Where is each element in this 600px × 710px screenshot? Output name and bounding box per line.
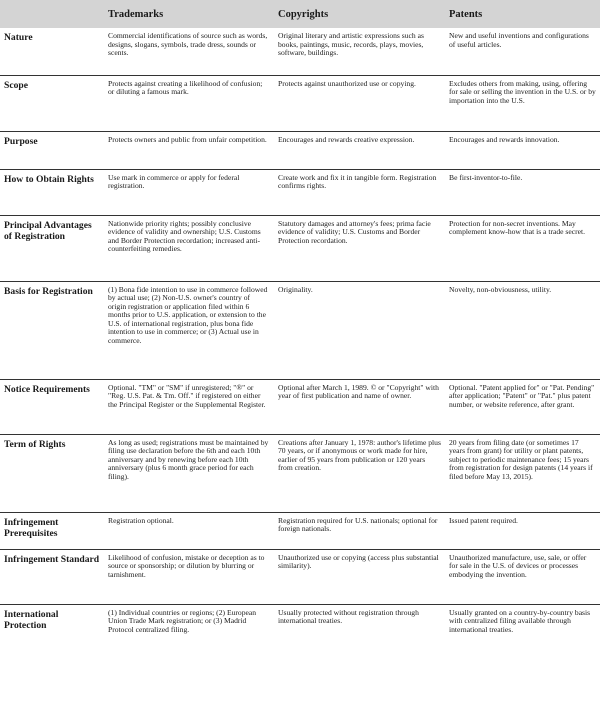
- table-row: [0, 75, 600, 131]
- cell-trademarks: (1) Bona fide intention to use in commerce followed by actual use; (2) Non-U.S. owner's country of origin registration or application filed within 6 months prior to U.S. application, or extension to the U.S. of international registration, plus bona fide intention to use in commerce; or (3) Actual use in commerce.: [104, 281, 274, 379]
- cell-copyrights: Encourages and rewards creative expression.: [274, 131, 445, 169]
- cell-patents: Issued patent required.: [445, 512, 600, 549]
- cell-trademarks: Protects against creating a likelihood of confusion; or diluting a famous mark.: [104, 75, 274, 131]
- row-label: Purpose: [0, 131, 104, 169]
- row-label: How to Obtain Rights: [0, 169, 104, 215]
- cell-patents: Optional. "Patent applied for" or "Pat. Pending" after application; "Patent" or "Pat." plus patent number, or website reference, after grant.: [445, 379, 600, 434]
- cell-copyrights: Usually protected without registration through international treaties.: [274, 604, 445, 655]
- cell-patents: New and useful inventions and configurations of useful articles.: [449, 31, 589, 49]
- table-row: [0, 131, 600, 169]
- cell-trademarks: As long as used; registrations must be maintained by filing use declaration before the 6th and each 10th anniversary and by renewing before each 10th anniversary (plus 6 month grace period for each filing).: [104, 434, 274, 512]
- table-row: [0, 512, 600, 549]
- cell-trademarks: Protects owners and public from unfair competition.: [104, 131, 274, 169]
- cell-patents: 20 years from filing date (or sometimes 17 years from grant) for utility or plant patents, subject to periodic maintenance fees; 15 years from registration for design patents (14 years if filed before May 13, 2015).: [445, 434, 600, 512]
- cell-copyrights: Creations after January 1, 1978: author's lifetime plus 70 years, or if anonymous or work made for hire, earlier of 95 years from publication or 120 years from creation.: [274, 434, 445, 512]
- header-patents: Patents: [445, 0, 600, 28]
- table-row: [0, 169, 600, 215]
- cell-patents: Unauthorized manufacture, use, sale, or offer for sale in the U.S. of devices or processes embodying the invention.: [445, 549, 600, 604]
- row-label: Scope: [0, 75, 104, 131]
- row-label: Term of Rights: [0, 434, 104, 512]
- table-row: [0, 281, 600, 379]
- cell-trademarks: Nationwide priority rights; possibly conclusive evidence of validity and ownership; U.S. Customs and Border Protection recordation; increased anti-counterfeiting remedies.: [104, 215, 274, 281]
- cell-patents: Protection for non-secret inventions. May complement know-how that is a trade secret.: [445, 215, 600, 281]
- cell-copyrights: Optional after March 1, 1989. © or "Copyright" with year of first publication and name of owner.: [274, 379, 445, 434]
- cell-patents: Encourages and rewards innovation.: [445, 131, 600, 169]
- cell-trademarks: Commercial identifications of source such as words, designs, slogans, symbols, trade dress, sounds or scents.: [108, 31, 268, 57]
- header-row: [0, 0, 600, 28]
- row-label: Principal Advantages of Registration: [0, 215, 104, 281]
- table-row: [0, 604, 600, 655]
- table-row: [0, 28, 600, 75]
- cell-trademarks: Registration optional.: [104, 512, 274, 549]
- cell-patents: Excludes others from making, using, offering for sale or selling the invention in the U.S. or by importation into the U.S.: [445, 75, 600, 131]
- cell-copyrights: Registration required for U.S. nationals; optional for foreign nationals.: [274, 512, 445, 549]
- cell-copyrights: Original literary and artistic expressions such as books, paintings, music, records, plays, movies, software, buildings.: [278, 31, 424, 57]
- cell-copyrights: Originality.: [274, 281, 445, 379]
- cell-copyrights: Statutory damages and attorney's fees; prima facie evidence of validity; U.S. Customs and Border Protection recordation.: [274, 215, 445, 281]
- row-label: International Protection: [0, 604, 104, 655]
- cell-patents: Usually granted on a country-by-country basis with centralized filing available through international treaties.: [445, 604, 600, 655]
- cell-patents: Be first-inventor-to-file.: [445, 169, 600, 215]
- table-row: [0, 215, 600, 281]
- row-label: Infringement Standard: [0, 549, 104, 604]
- cell-trademarks: (1) Individual countries or regions; (2) European Union Trade Mark registration; or (3) Madrid Protocol centralized filing.: [104, 604, 274, 655]
- cell-copyrights: Unauthorized use or copying (access plus substantial similarity).: [274, 549, 445, 604]
- header-trademarks: Trademarks: [104, 0, 274, 28]
- cell-trademarks: Use mark in commerce or apply for federal registration.: [104, 169, 274, 215]
- cell-trademarks: Likelihood of confusion, mistake or deception as to source or sponsorship; or dilution by blurring or tarnishment.: [104, 549, 274, 604]
- cell-trademarks: Optional. "TM" or "SM" if unregistered; "®" or "Reg. U.S. Pat. & Tm. Off." if registered on either the Principal Register or the Supplemental Register.: [104, 379, 274, 434]
- row-label: Notice Requirements: [0, 379, 104, 434]
- header-corner: [0, 0, 104, 28]
- table-row: [0, 379, 600, 434]
- row-label: Infringement Prerequisites: [0, 512, 104, 549]
- header-copyrights: Copyrights: [274, 0, 445, 28]
- row-label: Basis for Registration: [0, 281, 104, 379]
- row-label: Nature: [4, 32, 33, 43]
- table-row: [0, 549, 600, 604]
- cell-copyrights: Protects against unauthorized use or copying.: [274, 75, 445, 131]
- table-row: [0, 434, 600, 512]
- cell-copyrights: Create work and fix it in tangible form. Registration confirms rights.: [274, 169, 445, 215]
- cell-patents: Novelty, non-obviousness, utility.: [445, 281, 600, 379]
